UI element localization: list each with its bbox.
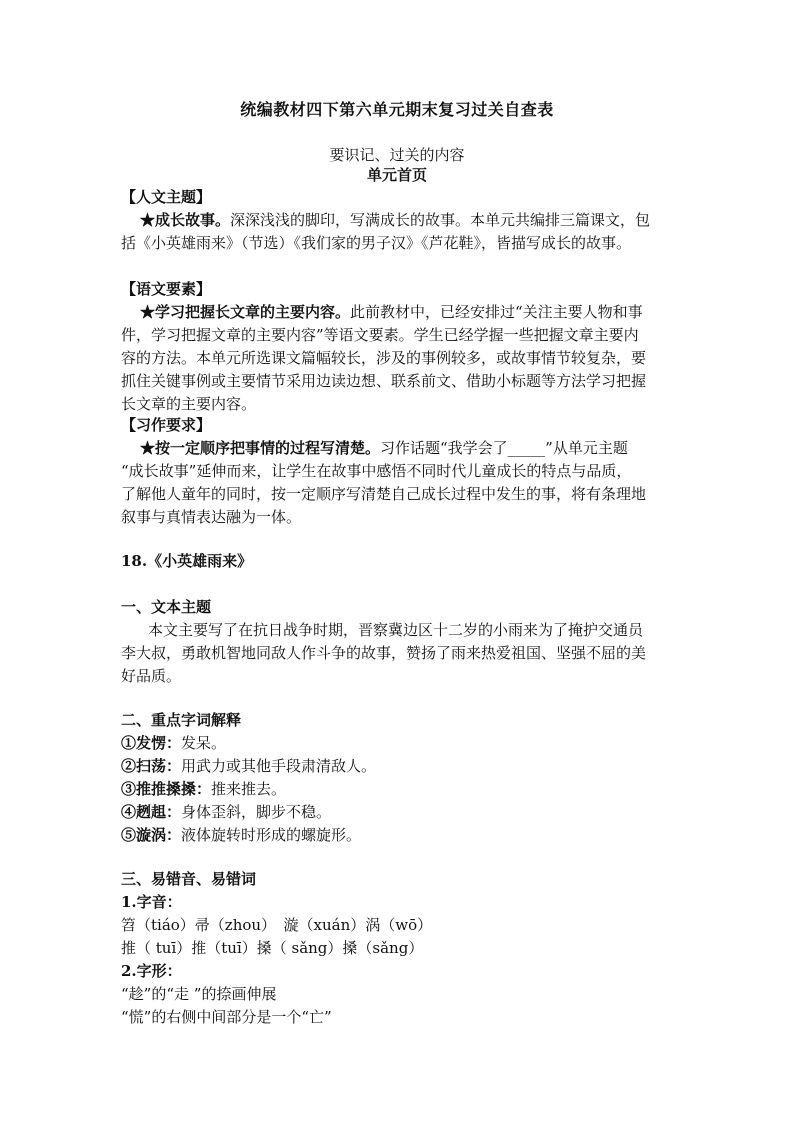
section-heading-writing: 【习作要求】 — [121, 416, 212, 434]
word-item — [121, 824, 361, 847]
line-text: 深深浅浅的脚印，写满成长的故事。本单元共编排三篇课文，包 — [230, 211, 651, 229]
word-term: ②扫荡： — [121, 757, 182, 775]
word-definition: 发呆。 — [181, 734, 227, 752]
document-subtitle: 要识记、过关的内容 — [329, 146, 465, 164]
word-term: ①发愣： — [121, 734, 182, 752]
word-item — [121, 732, 226, 755]
paragraph-line: 抓住关键事例或主要情节采用边读边想、联系前文、借助小标题等方法学习把握 — [121, 372, 647, 390]
shape-line: “慌”的右侧中间部分是一个“亡” — [121, 1008, 332, 1026]
word-item — [121, 778, 286, 801]
pronunciation-heading: 1.字音： — [121, 893, 182, 911]
word-definition: 用武力或其他手段肃清敌人。 — [181, 757, 377, 775]
word-term: ⑤漩涡： — [121, 826, 182, 844]
word-definition: 液体旋转时形成的螺旋形。 — [181, 826, 362, 844]
paragraph-line: 叙事与真情表达融为一体。 — [121, 508, 302, 526]
shape-line: “趁”的“走 ”的捺画伸展 — [121, 985, 277, 1003]
paragraph-line — [140, 209, 650, 232]
paragraph-line: “成长故事”延伸而来，让学生在故事中感悟不同时代儿童成长的特点与品质， — [121, 462, 632, 480]
word-term: ④趔趄： — [121, 803, 182, 821]
pronunciation-line: 推（ tuī）推（tuī）搡（ sǎng）搡（sǎng） — [121, 939, 424, 957]
lesson-title: 18.《小英雄雨来》 — [121, 552, 253, 570]
paragraph-line: 括《小英雄雨来》（节选）《我们家的男子汉》《芦花鞋》，皆描写成长的故事。 — [121, 234, 632, 252]
word-item — [121, 801, 331, 824]
pronunciation-line: 笤（tiáo）帚（zhou） 漩（xuán）涡（wō） — [121, 916, 433, 934]
section-heading-humanistic: 【人文主题】 — [121, 188, 212, 206]
section-heading-theme: 一、文本主题 — [121, 598, 212, 616]
word-item — [121, 755, 376, 778]
line-text: 习作话题“我学会了_____”从单元主题 — [380, 439, 628, 457]
section-heading-words: 二、重点字词解释 — [121, 711, 242, 729]
bold-lead: ★按一定顺序把事情的过程写清楚。 — [140, 439, 381, 457]
paragraph-line: 李大叔，勇敢机智地同敌人作斗争的故事，赞扬了雨来热爱祖国、坚强不屈的美 — [121, 644, 647, 662]
paragraph-line — [140, 437, 628, 460]
bold-lead: ★学习把握长文章的主要内容。 — [140, 303, 351, 321]
word-definition: 推来推去。 — [211, 780, 287, 798]
paragraph-line: 本文主要写了在抗日战争时期，晋察冀边区十二岁的小雨来为了掩护交通员 — [148, 621, 644, 639]
paragraph-line: 好品质。 — [121, 667, 182, 685]
shape-heading: 2.字形： — [121, 962, 182, 980]
line-text: 此前教材中，已经安排过“关注主要人物和事 — [350, 303, 643, 321]
word-term: ③推推搡搡： — [121, 780, 212, 798]
section-heading-language: 【语文要素】 — [121, 280, 212, 298]
paragraph-line: 了解他人童年的同时，按一定顺序写清楚自己成长过程中发生的事，将有条理地 — [121, 485, 647, 503]
section-heading-errors: 三、易错音、易错词 — [121, 870, 257, 888]
bold-lead: ★成长故事。 — [140, 211, 231, 229]
paragraph-line: 容的方法。本单元所选课文篇幅较长，涉及的事例较多，或故事情节较复杂，要 — [121, 349, 647, 367]
paragraph-line — [140, 301, 643, 324]
document-title: 统编教材四下第六单元期末复习过关自查表 — [240, 100, 554, 119]
paragraph-line: 件，学习把握文章的主要内容”等语文要素。学生已经学握一些把握文章主要内 — [121, 326, 639, 344]
word-definition: 身体歪斜，脚步不稳。 — [181, 803, 332, 821]
paragraph-line: 长文章的主要内容。 — [121, 395, 257, 413]
unit-heading: 单元首页 — [366, 166, 427, 184]
